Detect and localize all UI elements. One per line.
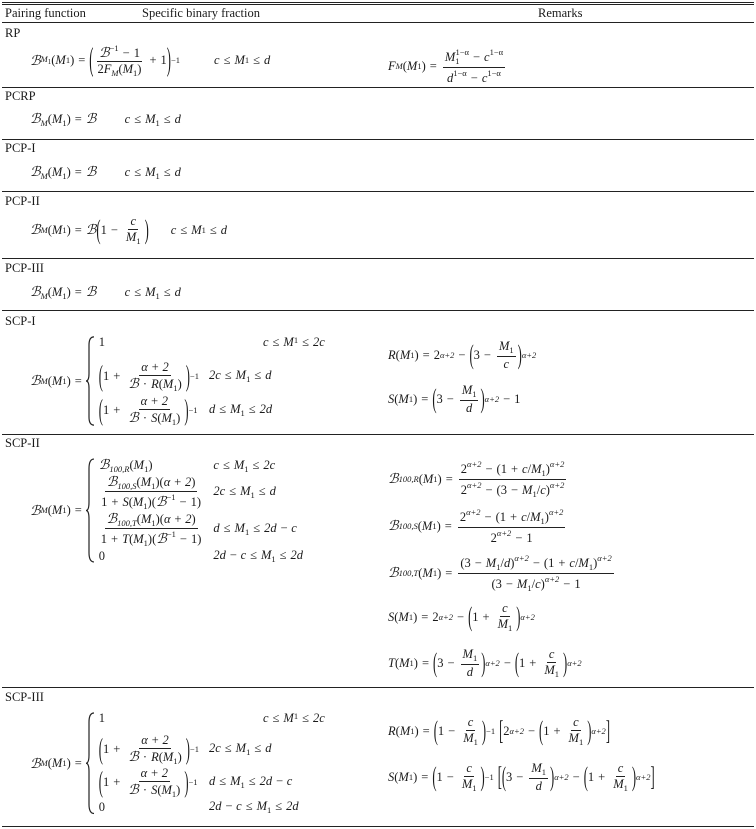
section-label-pcp3: PCP-III (5, 261, 44, 275)
scp1-remark-S: S ( M 1 ) = ( 3 − $\frac{M_1}{d}$ ) α+2 − 1 (388, 383, 521, 415)
header-remarks: Remarks (538, 6, 583, 20)
header-specific-binary-fraction: Specific binary fraction (142, 6, 261, 20)
top-rule-2 (2, 4, 754, 5)
rule-after-scp2 (2, 687, 754, 688)
scp3-remark-S: S ( M 1 ) = ( 1 − $\frac{c}{M_1}$ ) −1 [ ( 3 − $\frac{M_1}{d}$ ) α+2 − ( 1 + $\frac{c}{M_1}$ ) α+2 ] (388, 761, 655, 793)
section-label-pcrp: PCRP (5, 89, 36, 103)
pcp3-binary-fraction: $ℬ_M(M_1)$ = ℬ $c \le M_1 \le d$ (30, 284, 181, 301)
section-label-scp3: SCP-III (5, 690, 44, 704)
scp3-binary-fraction: ℬ M ( M 1 ) = 1 c ≤ M 1 ≤ 2c ( 1 + $\frac{\alpha + 2}{ℬ \cdot R(M_1)}$ ) −1 $2c \le M_1 \le d$ ( 1 + $\frac{\alpha + 2}{ℬ \cdot S(M_1)}$ ) −1 $d \le M_1 \le 2d - c$ 0 $2d - c \le M_1 \le 2d$ (30, 711, 325, 815)
rule-after-scp1 (2, 434, 754, 435)
top-rule-1 (2, 2, 754, 3)
scp2-binary-fraction: ℬ M ( M 1 ) = $ℬ_{100,R}(M_1)$ $c \le M_1 \le 2c$ $\frac{ℬ_{100,S}(M_1)(\alpha + 2)}{1 + S(M_1)(ℬ^{-1} - 1)}$ $2c \le M_1 \le d$ $\frac{ℬ_{100,T}(M_1)(\alpha + 2)}{1 + T(M_1)(ℬ^{-1} - 1)}$ $d \le M_1 \le 2d - c$ 0 $2d - c \le M_1 \le 2d$ (30, 457, 304, 564)
pcp2-binary-fraction: ℬ M ( M 1 ) = ℬ ( 1 − $\frac{c}{M_1}$ ) c ≤ M 1 ≤ d (30, 214, 227, 246)
scp2-remark-S: S ( M 1 ) = 2 α+2 − ( 1 + $\frac{c}{M_1}$ ) α+2 (388, 601, 535, 633)
pcp1-binary-fraction: $ℬ_M(M_1)$ = ℬ $c \le M_1 \le d$ (30, 164, 181, 181)
sub-m1: $M_1$ (40, 54, 52, 66)
rule-after-pcp2 (2, 258, 754, 259)
section-label-scp2: SCP-II (5, 436, 40, 450)
rule-after-rp (2, 87, 754, 88)
section-label-pcp1: PCP-I (5, 141, 36, 155)
rule-after-pcp1 (2, 191, 754, 192)
pcrp-binary-fraction: $ℬ_M(M_1)$ = ℬ $c \le M_1 \le d$ (30, 111, 181, 128)
scp2-remark-B100R: ℬ 100,R ( M 1 ) = $\frac{2^{\alpha+2} - (1 + c/M_1)^{\alpha+2}}{2^{\alpha+2} - (3 - M_1/c)^{\alpha+2}}$ (388, 459, 565, 499)
scp1-remark-R: R ( M 1 ) = 2 α+2 − ( 3 − $\frac{M_1}{c}$ ) α+2 (388, 339, 537, 371)
scp2-remark-B100T: ℬ 100,T ( M 1 ) = $\frac{(3 - M_1/d)^{\alpha+2} - (1 + c/M_1)^{\alpha+2}}{(3 - M_1/c)^{\alpha+2} - 1}$ (388, 553, 612, 593)
section-label-pcp2: PCP-II (5, 194, 40, 208)
section-label-rp: RP (5, 26, 21, 40)
rule-after-pcrp (2, 139, 754, 140)
rp-remark-F: F M ( M 1 ) = $\frac{M_1^{1-\alpha} - c^{1-\alpha}}{d^{1-\alpha} - c^{1-\alpha}}$ (388, 47, 504, 85)
header-rule (2, 22, 754, 23)
header-pairing-function: Pairing function (5, 6, 86, 20)
rp-binary-fraction: ℬ $M_1$ ( M 1 ) = ( $\frac{ℬ^{-1} - 1}{2F_M(M_1)}$ + 1 ) −1 c ≤ M 1 ≤ d (30, 41, 271, 79)
rule-after-pcp3 (2, 310, 754, 311)
bottom-rule (2, 826, 754, 827)
section-label-scp1: SCP-I (5, 314, 36, 328)
scp1-binary-fraction: ℬ M ( M 1 ) = 1 c ≤ M 1 ≤ 2c ( 1 + $\frac{\alpha + 2}{ℬ \cdot R(M_1)}$ ) −1 $2c \le M_1 \le d$ ( 1 + $\frac{\alpha + 2}{ℬ \cdot S(M_1)}$ ) −1 $d \le M_1 \le 2d$ (30, 335, 325, 427)
scp3-remark-R: R ( M 1 ) = ( 1 − $\frac{c}{M_1}$ ) −1 [ 2 α+2 − ( 1 + $\frac{c}{M_1}$ ) α+2 ] (388, 715, 610, 747)
scp2-remark-T: T ( M 1 ) = ( 3 − $\frac{M_1}{d}$ ) α+2 − ( 1 + $\frac{c}{M_1}$ ) α+2 (388, 647, 582, 679)
scp2-remark-B100S: ℬ 100,S ( M 1 ) = $\frac{2^{\alpha+2} - (1 + c/M_1)^{\alpha+2}}{2^{\alpha+2} - 1}$ (388, 507, 564, 545)
